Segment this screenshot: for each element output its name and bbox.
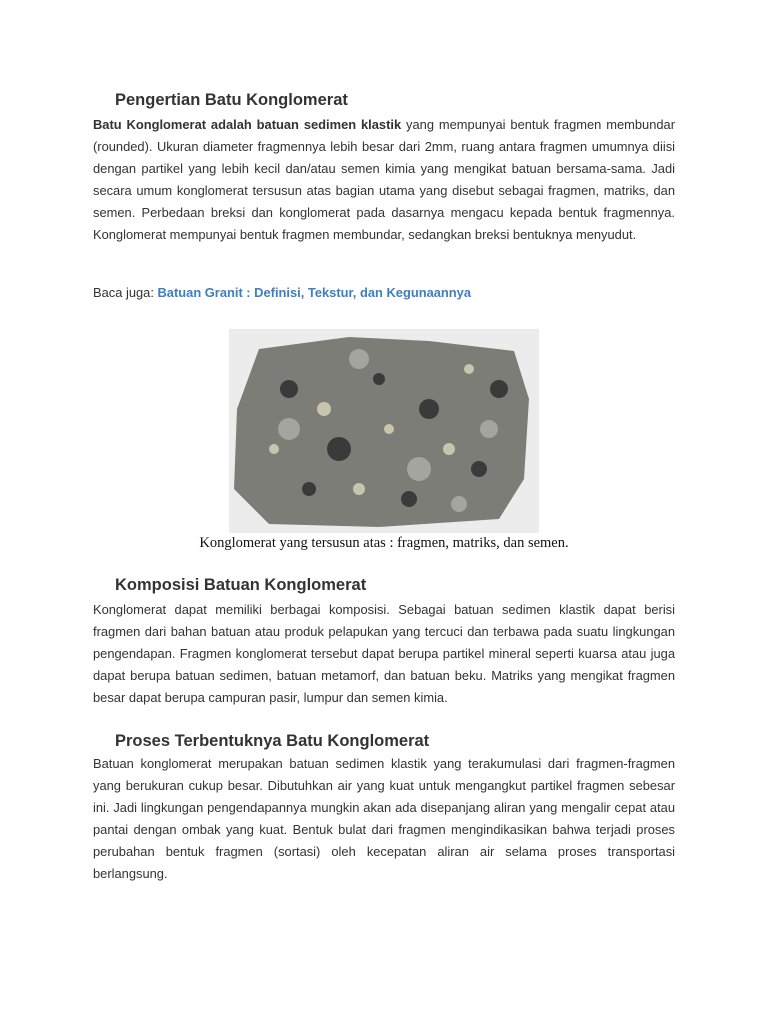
paragraph-pengertian xyxy=(93,114,675,246)
paragraph-proses: Batuan konglomerat merupakan batuan sedimen klastik yang terakumulasi dari fragmen-fragmen yang berukuran cukup besar. Dibutuhkan air yang kuat untuk mengangkut partikel fragmen sebesar ini. Jadi lingkungan pengendapannya mungkin akan ada disepanjang aliran yang mengalir cepat atau pantai dengan ombak yang kuat. Bentuk bulat dari fragmen mengindikasikan bahwa terjadi proses perubahan bentuk fragmen (sortasi) oleh kecepatan aliran air selama proses transportasi berlangsung. xyxy=(93,756,675,881)
figure-caption: Konglomerat yang tersusun atas : fragmen, matriks, dan semen. xyxy=(199,535,569,551)
conglomerate-rock-image xyxy=(229,329,539,533)
read-also xyxy=(93,282,675,304)
paragraph-komposisi: Konglomerat dapat memiliki berbagai komposisi. Sebagai batuan sedimen klastik dapat berisi fragmen dari bahan batuan atau produk pelapukan yang tercuci dan terbawa pada suatu lingkungan pengendapan. Fragmen konglomerat tersebut dapat berupa partikel mineral seperti kuarsa atau juga dapat berupa batuan sedimen, batuan metamorf, dan batuan beku. Matriks yang mengikat fragmen besar dapat berupa campuran pasir, lumpur dan semen kimia. xyxy=(93,602,675,705)
read-also-link[interactable]: Batuan Granit : Definisi, Tekstur, dan Kegunaannya xyxy=(157,285,471,300)
section-heading-komposisi: Komposisi Batuan Konglomerat xyxy=(115,576,367,594)
lead-bold-text: Batu Konglomerat adalah batuan sedimen klastik xyxy=(93,117,402,132)
read-also-label: Baca juga: xyxy=(93,285,158,300)
section-heading-proses: Proses Terbentuknya Batu Konglomerat xyxy=(115,732,430,750)
paragraph-body: yang mempunyai bentuk fragmen membundar (rounded). Ukuran diameter fragmennya lebih besar dari 2mm, ruang antara fragmen umumnya diisi dengan partikel yang lebih kecil dan/atau semen kimia yang mengikat batuan bersama-sama. Jadi secara umum konglomerat tersusun atas bagian utama yang disebut sebagai fragmen, matriks, dan semen. Perbedaan breksi dan konglomerat pada dasarnya mengacu kepada bentuk fragmennya. Konglomerat mempunyai bentuk fragmen membundar, sedangkan breksi bentuknya menyudut. xyxy=(93,117,675,242)
section-heading-pengertian: Pengertian Batu Konglomerat xyxy=(115,91,348,109)
